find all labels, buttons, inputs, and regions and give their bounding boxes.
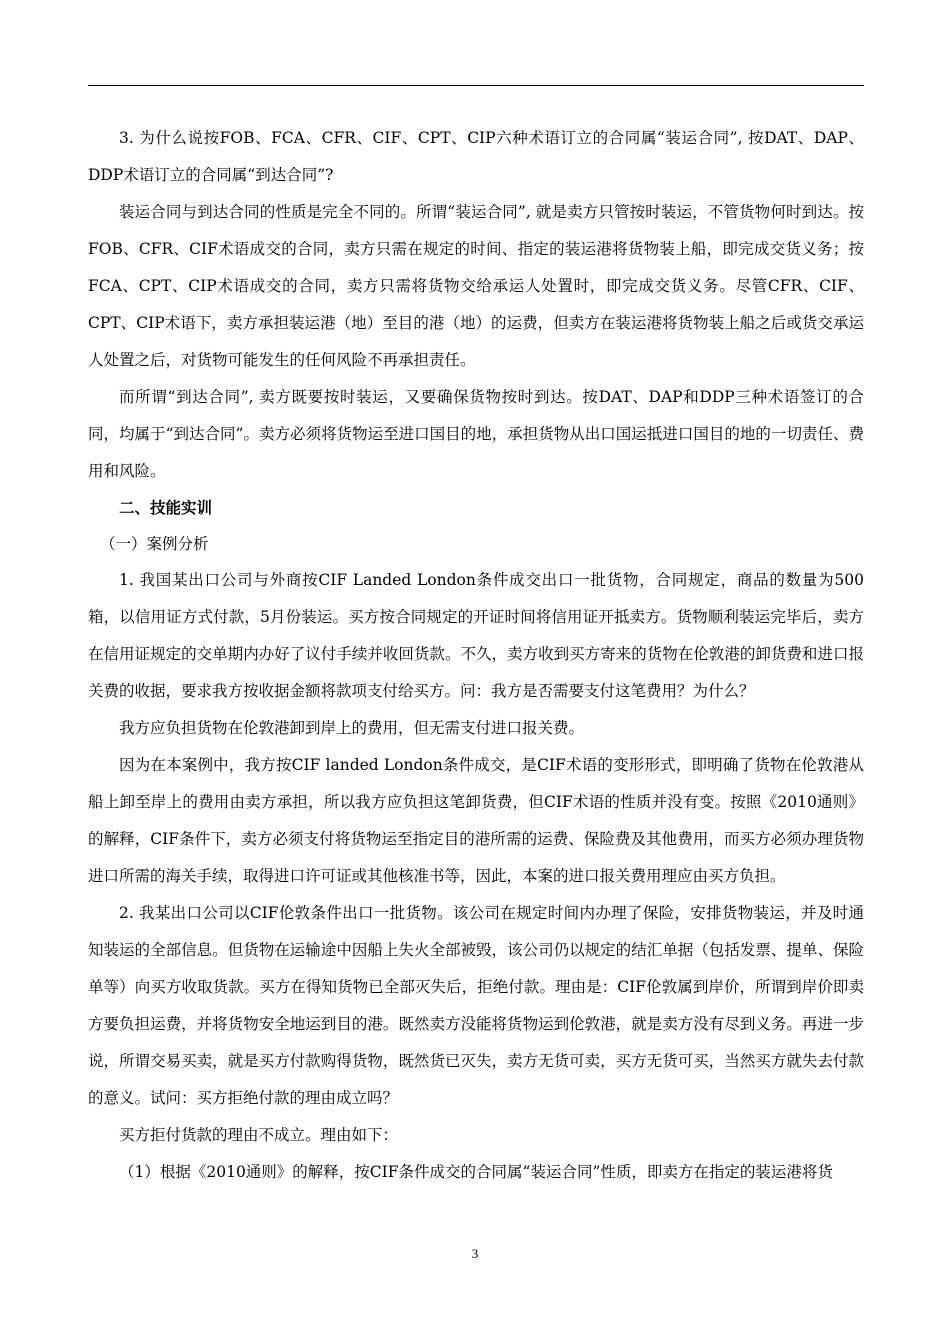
answer-paragraph: 而所谓“到达合同”, 卖方既要按时装运，又要确保货物按时到达。按DAT、DAP和DDP三种术语签订的合同，均属于“到达合同”。卖方必须将货物运至进口国目的地，承担货物从出口国运抵进口国目的地的一切责任、费用和风险。 <box>88 388 864 480</box>
case-2: 2. 我某出口公司以CIF伦敦条件出口一批货物。该公司在规定时间内办理了保险，安排货物装运，并及时通知装运的全部信息。但货物在运输途中因船上失火全部被毁，该公司仍以规定的结汇单据（包括发票、提单、保险单等）向买方收取货款。买方在得知货物已全部灭失后，拒绝付款。理由是：CIF伦敦属到岸价，所谓到岸价即卖方要负担运费，并将货物安全地运到目的港。既然卖方没能将货物运到伦敦港，就是卖方没有尽到义务。再进一步说，所谓交易买卖，就是买方付款购得货物，既然货已灭失，卖方无货可卖，买方无货可买，当然买方就失去付款的意义。试问：买方拒绝付款的理由成立吗？ <box>88 904 864 1107</box>
page-number: 3 <box>471 1246 479 1261</box>
subsection-heading: （一）案例分析 <box>100 535 209 553</box>
answer-paragraph: 我方应负担货物在伦敦港卸到岸上的费用，但无需支付进口报关费。 <box>119 719 585 737</box>
case-1: 1. 我国某出口公司与外商按CIF Landed London条件成交出口一批货物，合同规定，商品的数量为500箱，以信用证方式付款，5月份装运。买方按合同规定的开证时间将信用证开抵卖方。货物顺利装运完毕后，卖方在信用证规定的交单期内办好了议付手续并收回货款。不久，卖方收到买方寄来的货物在伦敦港的卸货费和进口报关费的收据，要求我方按收据金额将款项支付给买方。问：我方是否需要支付这笔费用？为什么？ <box>88 571 864 700</box>
question-3: 3. 为什么说按FOB、FCA、CFR、CIF、CPT、CIP六种术语订立的合同属“装运合同”, 按DAT、DAP、DDP术语订立的合同属“到达合同”? <box>88 129 864 184</box>
answer-paragraph: 因为在本案例中，我方按CIF landed London条件成交，是CIF术语的变形形式，即明确了货物在伦敦港从船上卸至岸上的费用由卖方承担，所以我方应负担这笔卸货费，但CIF术语的性质并没有变。按照《2010通则》的解释，CIF条件下，卖方必须支付将货物运至指定目的港所需的运费、保险费及其他费用，而买方必须办理货物进口所需的海关手续，取得进口许可证或其他核准书等，因此，本案的进口报关费用理应由买方负担。 <box>88 756 864 885</box>
document-body <box>88 120 864 1191</box>
answer-paragraph: 装运合同与到达合同的性质是完全不同的。所谓“装运合同”, 就是卖方只管按时装运，不管货物何时到达。按FOB、CFR、CIF术语成交的合同，卖方只需在规定的时间、指定的装运港将货物装上船，即完成交货义务；按FCA、CPT、CIP术语成交的合同，卖方只需将货物交给承运人处置时，即完成交货义务。尽管CFR、CIF、CPT、CIP术语下，卖方承担装运港（地）至目的港（地）的运费，但卖方在装运港将货物装上船之后或货交承运人处置之后，对货物可能发生的任何风险不再承担责任。 <box>88 203 864 369</box>
answer-paragraph: （1）根据《2010通则》的解释，按CIF条件成交的合同属“装运合同”性质，即卖方在指定的装运港将货 <box>119 1163 833 1181</box>
section-heading: 二、技能实训 <box>119 498 213 517</box>
header-rule <box>88 85 864 86</box>
answer-paragraph: 买方拒付货款的理由不成立。理由如下： <box>119 1126 399 1144</box>
